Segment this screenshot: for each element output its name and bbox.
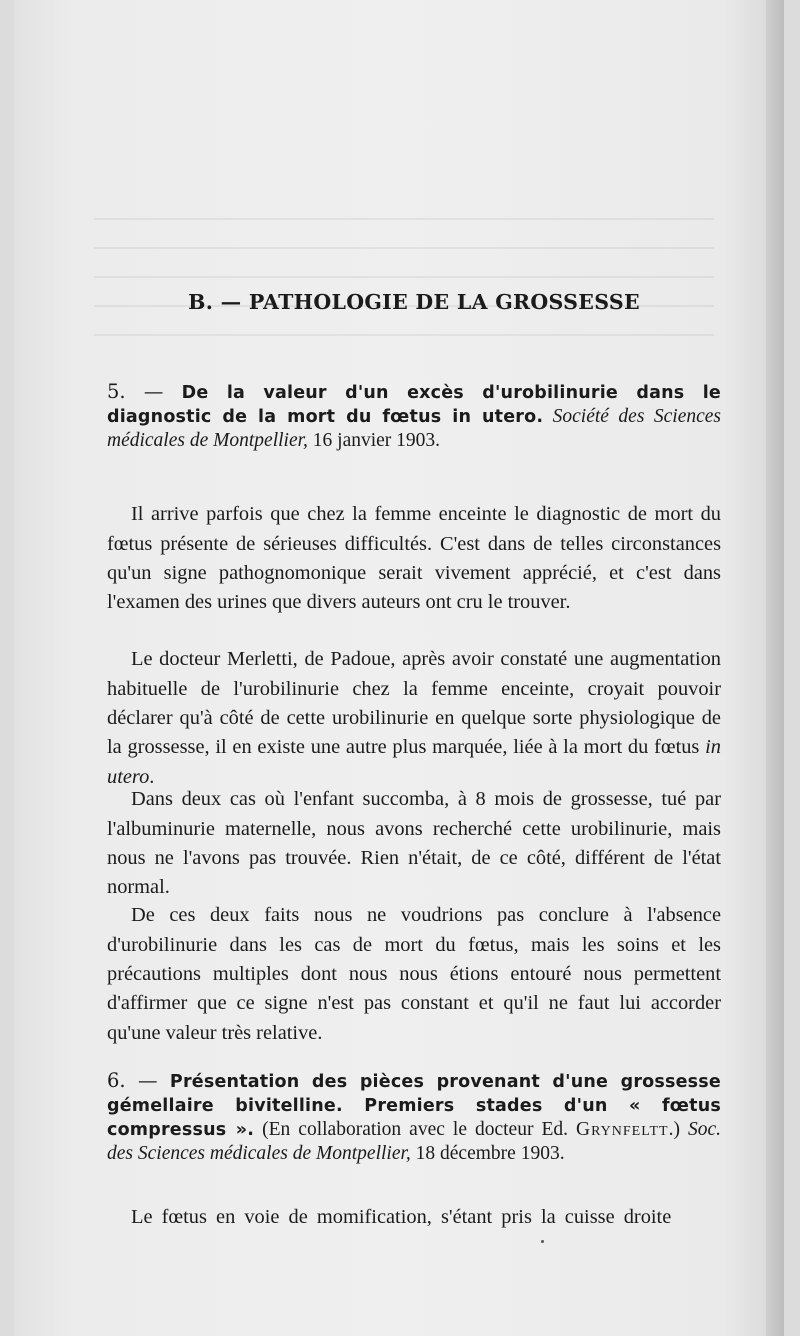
entry-5-title: De la valeur d'un excès d'urobilinurie dans le diagnostic de la mort du fœtus in utero. [107, 383, 721, 427]
paragraph-2-italic: in utero [107, 736, 721, 788]
section-heading: B. — PATHOLOGIE DE LA GROSSESSE [188, 290, 640, 314]
paragraph-1: Il arrive parfois que chez la femme enceinte le diagnostic de mort du fœtus présente de sérieuses difficultés. C'est dans de telles circonstances qu'un signe pathognomonique serait vivement apprécié, et c'est dans l'examen des urines que divers auteurs ont cru le trouver. [107, 503, 721, 614]
paragraph-2-text: Le docteur Merletti, de Padoue, après avoir constaté une augmentation habituelle de l'urobilinurie chez la femme enceinte, croyait pouvoir déclarer qu'à côté de cette urobilinurie en quelque sorte physiologique de la grossesse, il en existe une autre plus marquée, liée à la mort du fœtus [107, 648, 721, 759]
entry-5-date: 16 janvier 1903. [307, 430, 441, 451]
paragraph-2 [107, 645, 721, 791]
paragraph-2-end: . [149, 765, 155, 788]
paragraph-5: Le fœtus en voie de momification, s'étant pris la cuisse droite [131, 1206, 672, 1229]
page-sheet [14, 0, 784, 1336]
page-edge-shadow [766, 0, 784, 1336]
entry-6-number: 6. — [107, 1069, 170, 1092]
print-speck [541, 1240, 544, 1243]
entry-6-title: Présentation des pièces provenant d'une grossesse gémellaire bivitelline. Premiers stades d'un « fœtus compressus ». [107, 1072, 721, 1140]
bleed-through-shadow [94, 200, 714, 340]
paragraph-4: De ces deux faits nous ne voudrions pas conclure à l'absence d'urobilinurie dans les cas de mort du fœtus, mais les soins et les précautions multiples dont nous nous étions entouré nous permettent d'affirmer que ce signe n'est pas constant et qu'il ne faut lui accorder qu'une valeur très relative. [107, 904, 721, 1044]
entry-5-number: 5. — [107, 380, 182, 403]
entry-6-collab-name: Grynfeltt [576, 1119, 669, 1140]
entry-5-header [107, 380, 721, 453]
paragraph-3: Dans deux cas où l'enfant succomba, à 8 mois de grossesse, tué par l'albuminurie maternelle, nous avons recherché cette urobilinurie, mais nous ne l'avons pas trouvée. Rien n'était, de ce côté, différent de l'état normal. [107, 788, 721, 899]
entry-6-header [107, 1069, 721, 1166]
entry-5-source: Société des Sciences médicales de Montpellier, [107, 406, 722, 451]
entry-6-source: Soc. des Sciences médicales de Montpellier, [107, 1119, 721, 1164]
entry-6-date: 18 décembre 1903. [410, 1143, 565, 1164]
entry-6-collab-end: .) [668, 1119, 680, 1140]
entry-6-collab: (En collaboration avec le docteur Ed. [254, 1119, 576, 1140]
